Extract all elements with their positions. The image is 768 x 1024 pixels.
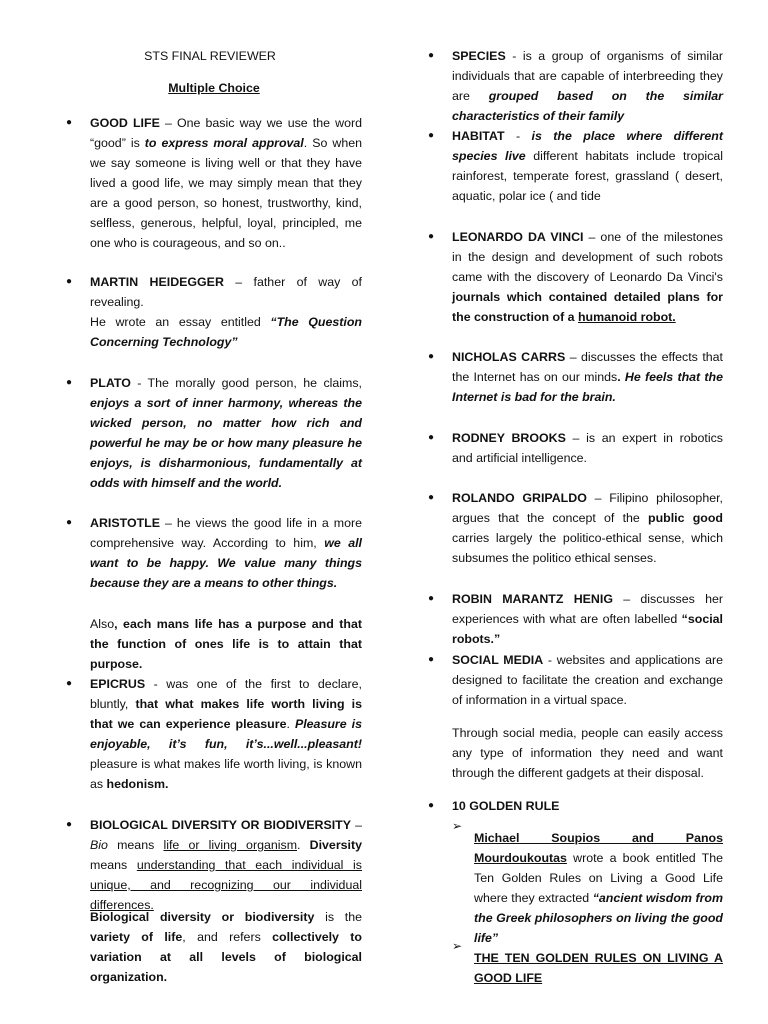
bullet-icon: ● bbox=[66, 377, 73, 388]
entry-nicholas-carrs: ● NICHOLAS CARRS – discusses the effects that the Internet has on our minds. He feels that the Internet is bad for the brain. bbox=[452, 347, 723, 407]
entry-habitat: ● HABITAT - is the place where different species live different habitats include tropical rainforest, temperate forest, grassland ( desert, aquatic, polar ice ( and tide bbox=[452, 126, 723, 206]
entry-epicrus: ● EPICRUS - was one of the first to declare, bluntly, that what makes life worth living is that we can experience pleasure. Pleasure is enjoyable, it’s fun, it’s...well...pleasant! pleasure is what makes life worth living, is known as hedonism. bbox=[90, 674, 362, 794]
bullet-icon: ● bbox=[428, 130, 435, 141]
bullet-icon: ● bbox=[428, 800, 435, 811]
term: PLATO bbox=[90, 376, 131, 390]
entry-10-golden-rule bbox=[428, 796, 723, 816]
social-media-continued: Through social media, people can easily access any type of information they need and want through the different gadgets at their disposal. bbox=[452, 726, 723, 780]
entry-plato: ● PLATO - The morally good person, he claims, enjoys a sort of inner harmony, whereas the wicked person, no matter how rich and powerful he may be or how many pleasure he enjoys, is disharmonious, fundamentally at odds with himself and the world. bbox=[90, 373, 362, 493]
term: GOOD LIFE bbox=[90, 116, 160, 130]
golden-rules-heading: ➢ THE TEN GOLDEN RULES ON LIVING A GOOD LIFE bbox=[474, 936, 723, 1001]
bullet-icon: ● bbox=[428, 492, 435, 503]
entry-aristotle: ● ARISTOTLE – he views the good life in a more comprehensive way. According to him, we all want to be happy. We value many things because they are a means to other things. bbox=[90, 513, 362, 593]
bullet-icon: ● bbox=[428, 50, 435, 61]
document-title: STS FINAL REVIEWER bbox=[144, 49, 276, 63]
golden-rule-book-entry: ➢ Michael Soupios and Panos Mourdoukoutas wrote a book entitled The Ten Golden Rules on Living a Good Life where they extracted “ancient wisdom from the Greek philosophers on living the good life” bbox=[474, 816, 723, 961]
term: EPICRUS bbox=[90, 677, 146, 691]
entry-social-media: ● SOCIAL MEDIA - websites and applications are designed to facilitate the creation and exchange of information in a virtual space. bbox=[452, 650, 723, 710]
section-heading: Multiple Choice bbox=[168, 81, 260, 95]
term: MARTIN HEIDEGGER bbox=[90, 275, 224, 289]
bullet-icon: ● bbox=[66, 517, 73, 528]
entry-robin-marantz-henig: ● ROBIN MARANTZ HENIG – discusses her experiences with what are often labelled “social robots.” bbox=[452, 589, 723, 649]
entry-good-life: ● GOOD LIFE – One basic way we use the word “good” is to express moral approval. So when we say someone is living well or that they have lived a good life, we may simply mean that they are a good person, so honest, trustworthy, kind, selfless, generous, helpful, loyal, principled, me one who is courageous, and so on.. bbox=[90, 113, 362, 253]
entry-rolando-gripaldo: ● ROLANDO GRIPALDO – Filipino philosopher, argues that the concept of the public good carries largely the politico-ethical sense, which subsumes the politico ethical senses. bbox=[452, 488, 723, 568]
bullet-icon: ● bbox=[428, 654, 435, 665]
term: HABITAT bbox=[452, 129, 505, 143]
bullet-icon: ● bbox=[66, 819, 73, 830]
entry-martin-heidegger: ● MARTIN HEIDEGGER – father of way of revealing. He wrote an essay entitled “The Question Concerning Technology” bbox=[90, 272, 362, 352]
entry-leonardo-da-vinci: ● LEONARDO DA VINCI – one of the milestones in the design and development of such robots came with the discovery of Leonardo Da Vinci's journals which contained detailed plans for the construction of a humanoid robot. bbox=[452, 227, 723, 327]
term: ROBIN MARANTZ HENIG bbox=[452, 592, 613, 606]
term: LEONARDO DA VINCI bbox=[452, 230, 584, 244]
bullet-icon: ● bbox=[428, 593, 435, 604]
term: ARISTOTLE bbox=[90, 516, 160, 530]
entry-biodiversity: ● BIOLOGICAL DIVERSITY OR BIODIVERSITY – Bio means life or living organism. Diversity means understanding that each individual is unique, and recognizing our individual differences. bbox=[90, 815, 362, 915]
term: RODNEY BROOKS bbox=[452, 431, 566, 445]
term: ROLANDO GRIPALDO bbox=[452, 491, 587, 505]
arrow-bullet-icon: ➢ bbox=[452, 819, 463, 833]
term: SOCIAL MEDIA bbox=[452, 653, 544, 667]
term: SPECIES bbox=[452, 49, 506, 63]
term: 10 GOLDEN RULE bbox=[452, 799, 560, 813]
biodiversity-definition: Biological diversity or biodiversity is the variety of life, and refers collectively to variation at all levels of biological organization. bbox=[90, 910, 363, 984]
bullet-icon: ● bbox=[66, 276, 73, 287]
bullet-icon: ● bbox=[428, 231, 435, 242]
arrow-bullet-icon: ➢ bbox=[452, 939, 463, 953]
entry-species: ● SPECIES - is a group of organisms of similar individuals that are capable of interbreeding they are grouped based on the similar characteristics of their family bbox=[452, 46, 723, 126]
bullet-icon: ● bbox=[66, 117, 73, 128]
entry-rodney-brooks: ● RODNEY BROOKS – is an expert in robotics and artificial intelligence. bbox=[452, 428, 723, 468]
term: BIOLOGICAL DIVERSITY OR BIODIVERSITY bbox=[90, 818, 352, 832]
aristotle-continued: Also, each mans life has a purpose and that the function of ones life is to attain that purpose. bbox=[90, 617, 362, 671]
term: NICHOLAS CARRS bbox=[452, 350, 566, 364]
bullet-icon: ● bbox=[428, 432, 435, 443]
bullet-icon: ● bbox=[428, 351, 435, 362]
bullet-icon: ● bbox=[66, 678, 73, 689]
